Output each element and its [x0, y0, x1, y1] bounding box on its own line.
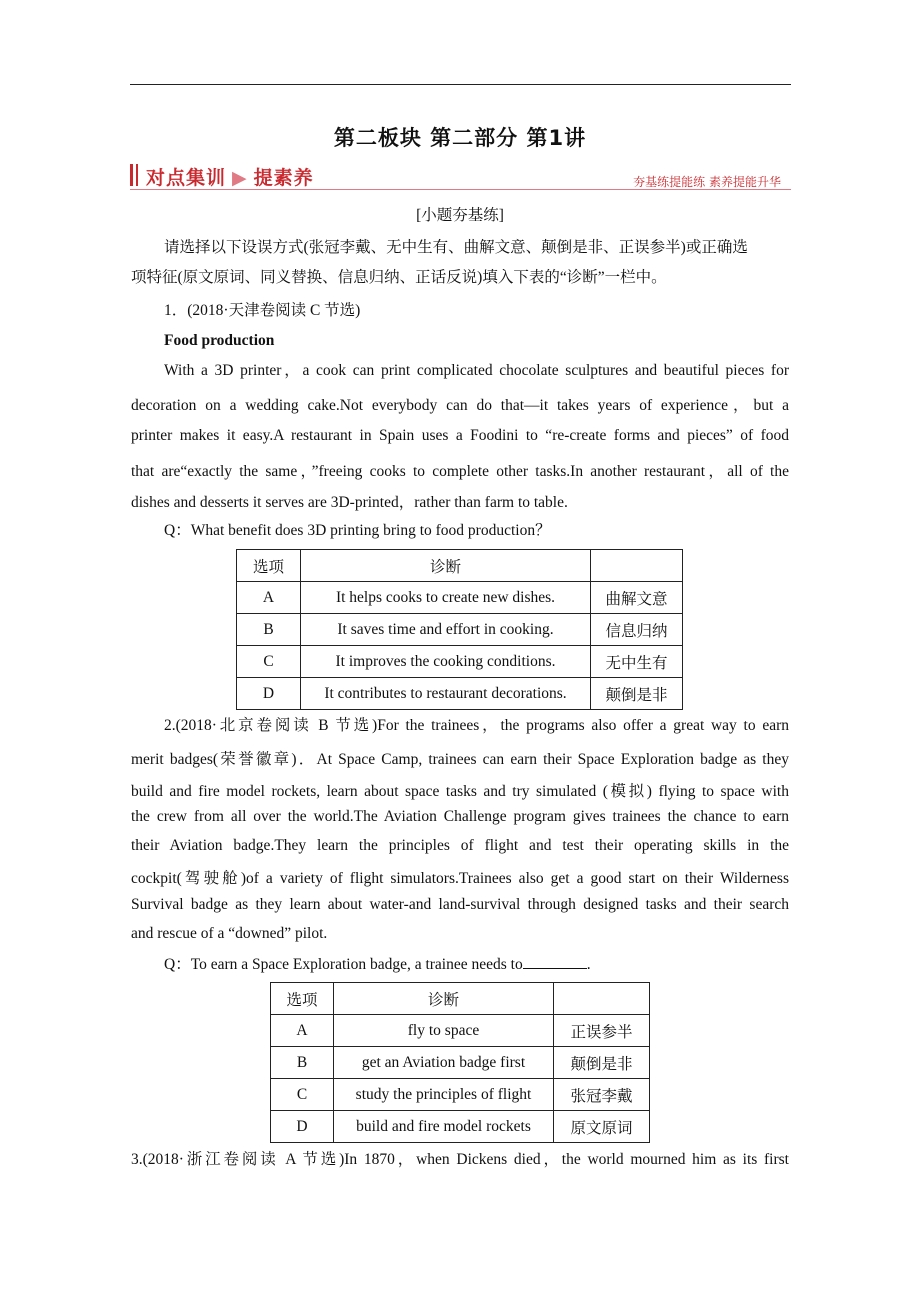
q2-line: their Aviation badge.They learn the principles of flight and test their operating skills in the — [131, 837, 789, 854]
table-cell: B — [237, 614, 301, 646]
table-row — [271, 1047, 650, 1079]
q2-line: Survival badge as they learn about water-and land-survival through designed tasks and their search — [131, 896, 789, 913]
section-heading: [小题夯基练] — [416, 207, 504, 224]
table-cell: 信息归纳 — [591, 614, 683, 646]
q1-question: Q：What benefit does 3D printing bring to food production？ — [164, 522, 551, 539]
table-header: 诊断 — [334, 983, 554, 1015]
table-cell: 无中生有 — [591, 646, 683, 678]
table-cell: C — [237, 646, 301, 678]
table-cell: 张冠李戴 — [554, 1079, 650, 1111]
instruction-line: 项特征(原文原词、同义替换、信息归纳、正话反说)填入下表的“诊断”一栏中。 — [131, 269, 667, 286]
table-header-row — [237, 550, 683, 582]
table-row — [237, 582, 683, 614]
table-cell: 颠倒是非 — [554, 1047, 650, 1079]
table-cell: 曲解文意 — [591, 582, 683, 614]
q2-line: merit badges(荣誉徽章)．At Space Camp, trainees can earn their Space Exploration badge as they — [131, 751, 789, 768]
table-row — [237, 614, 683, 646]
section-banner — [130, 160, 791, 190]
q2-line: and rescue of a “downed” pilot. — [131, 925, 328, 942]
q1-passage-title: Food production — [164, 332, 275, 349]
table-row — [237, 678, 683, 710]
table-cell: 正误参半 — [554, 1015, 650, 1047]
table-cell: D — [237, 678, 301, 710]
table-cell: It helps cooks to create new dishes. — [301, 582, 591, 614]
q2-line: cockpit(驾驶舱)of a variety of flight simulators.Trainees also get a good start on their Wilderness — [131, 870, 789, 887]
q1-line: dishes and desserts it serves are 3D-printed，rather than farm to table. — [131, 494, 568, 511]
q1-line: decoration on a wedding cake.Not everybody can do that—it takes years of experience，but a — [131, 397, 789, 414]
table-cell: 原文原词 — [554, 1111, 650, 1143]
table-header — [591, 550, 683, 582]
table-cell: study the principles of flight — [334, 1079, 554, 1111]
banner-bar-2 — [136, 164, 138, 186]
table-row — [271, 1079, 650, 1111]
table-cell: B — [271, 1047, 334, 1079]
arrow-icon: ▶ — [232, 167, 248, 189]
table-header: 诊断 — [301, 550, 591, 582]
table-row — [237, 646, 683, 678]
table-cell: 颠倒是非 — [591, 678, 683, 710]
instruction-line: 请选择以下设误方式(张冠李戴、无中生有、曲解文意、颠倒是非、正误参半)或正确选 — [164, 239, 748, 256]
page-title: 第二板块 第二部分 第1讲 — [333, 126, 587, 150]
banner-bar — [130, 164, 133, 186]
q1-table — [236, 549, 683, 710]
table-cell: fly to space — [334, 1015, 554, 1047]
table-cell: D — [271, 1111, 334, 1143]
q2-line: build and fire model rockets, learn about space tasks and try simulated (模拟) flying to space with — [131, 783, 789, 800]
table-header-row — [271, 983, 650, 1015]
banner-right: 夯基练提能练 素养提能升华 — [633, 175, 781, 189]
q2-line: 2.(2018·北京卷阅读 B 节选)For the trainees，the programs also offer a great way to earn — [164, 717, 789, 734]
q3-line: 3.(2018·浙江卷阅读 A 节选)In 1870，when Dickens died，the world mourned him as its first — [131, 1151, 789, 1168]
table-row — [271, 1111, 650, 1143]
q2-line: the crew from all over the world.The Aviation Challenge program gives trainees the chance to earn — [131, 808, 789, 825]
table-cell: A — [237, 582, 301, 614]
q2-table — [270, 982, 650, 1143]
table-cell: C — [271, 1079, 334, 1111]
q2-question: Q：To earn a Space Exploration badge, a trainee needs to . — [164, 956, 591, 973]
q1-line: With a 3D printer，a cook can print complicated chocolate sculptures and beautiful pieces for — [164, 362, 789, 379]
banner-underline — [130, 189, 791, 190]
table-cell: A — [271, 1015, 334, 1047]
table-header — [554, 983, 650, 1015]
banner-left: 对点集训 ▶ 提素养 — [146, 167, 314, 189]
top-rule — [130, 84, 791, 85]
q1-source: 1．(2018·天津卷阅读 C 节选) — [164, 302, 361, 319]
table-cell: build and fire model rockets — [334, 1111, 554, 1143]
q1-line: printer makes it easy.A restaurant in Spain uses a Foodini to “re-create forms and pieces” of food — [131, 427, 789, 444]
table-cell: It improves the cooking conditions. — [301, 646, 591, 678]
table-cell: It saves time and effort in cooking. — [301, 614, 591, 646]
table-cell: get an Aviation badge first — [334, 1047, 554, 1079]
table-row — [271, 1015, 650, 1047]
answer-blank — [523, 954, 587, 969]
table-header: 选项 — [237, 550, 301, 582]
table-cell: It contributes to restaurant decorations. — [301, 678, 591, 710]
table-header: 选项 — [271, 983, 334, 1015]
q1-line: that are“exactly the same，”freeing cooks to complete other tasks.In another restaurant，all of the — [131, 463, 789, 480]
